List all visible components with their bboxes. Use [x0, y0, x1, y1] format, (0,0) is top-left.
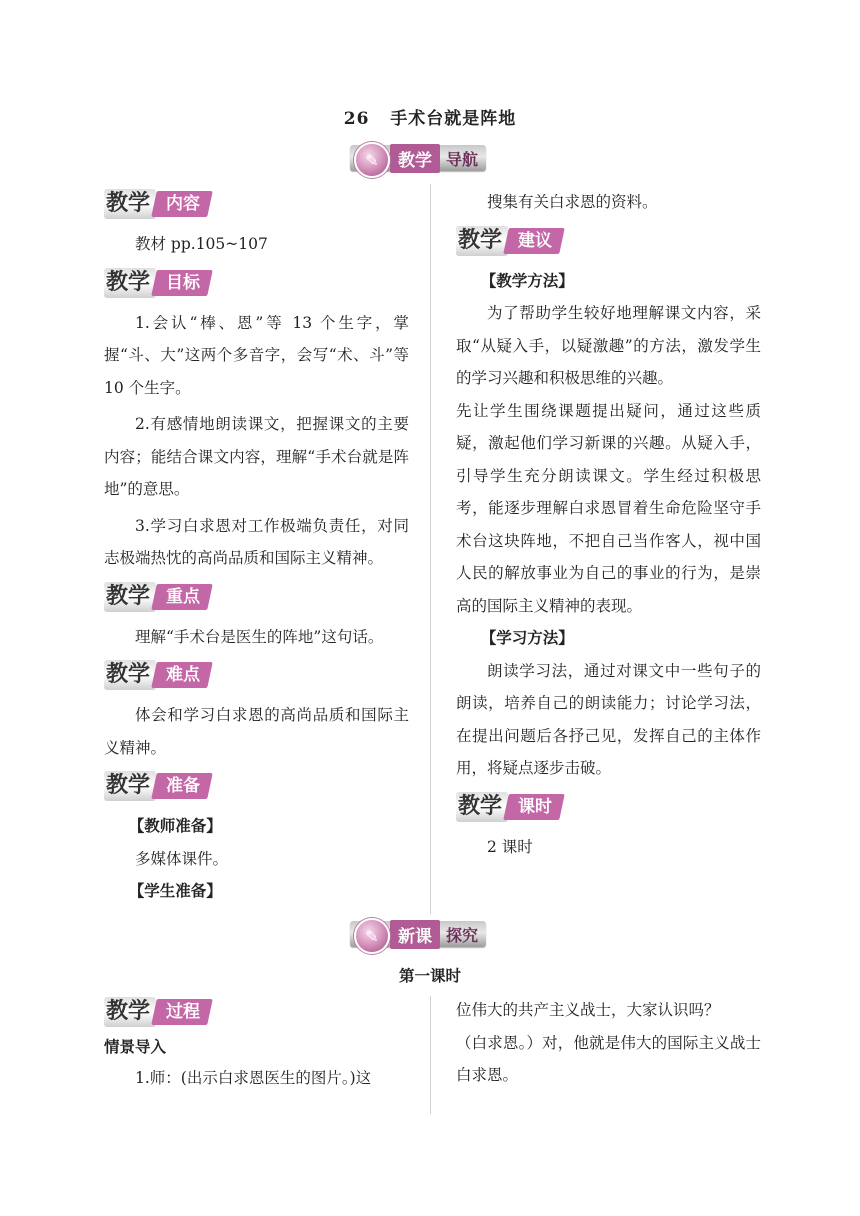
- header-tag: 课时: [503, 794, 565, 820]
- lesson-title-text: 手术台就是阵地: [390, 109, 517, 129]
- student-prep-text: 搜集有关白求恩的资料。: [487, 193, 658, 211]
- left-column-bottom: [104, 996, 409, 1095]
- lesson-number: 26: [343, 109, 370, 129]
- section-header-content: [104, 188, 409, 220]
- goal-item-2: 2.有感情地朗读课文，把握课文的主要内容；能结合课文内容，理解“手术台就是阵地”的意思。: [104, 415, 409, 498]
- section-header-process: [104, 996, 409, 1028]
- banner-word2: 探究: [446, 925, 479, 945]
- chapter-title: 第一课时: [398, 966, 461, 985]
- column-divider-bottom: [430, 996, 431, 1114]
- header-teaching: 教学: [104, 268, 156, 298]
- study-label: 【学习方法】: [480, 628, 574, 647]
- continued-text: 位伟大的共产主义战士，大家认识吗？: [456, 1001, 720, 1019]
- section-header-suggest: [456, 225, 761, 257]
- section-header-difficulty: [104, 659, 409, 691]
- header-tag: 重点: [151, 584, 213, 610]
- left-column: [104, 182, 409, 908]
- banner-word1: 教学: [390, 144, 440, 173]
- difficulty-text: 体会和学习白求恩的高尚品质和国际主义精神。: [104, 706, 409, 757]
- pen-icon: ✎: [354, 918, 390, 954]
- header-teaching: 教学: [104, 189, 156, 219]
- answer-text: （白求恩。）对，他就是伟大的国际主义战士白求恩。: [456, 1033, 761, 1084]
- header-teaching: 教学: [456, 226, 508, 256]
- section-header-hours: [456, 791, 761, 823]
- section-header-goals: [104, 267, 409, 299]
- right-column-bottom: [456, 994, 761, 1092]
- header-tag: 难点: [151, 662, 213, 688]
- header-teaching: 教学: [104, 771, 156, 801]
- banner-badge: [350, 921, 486, 947]
- study-text: 朗读学习法，通过对课文中一些句子的朗读，培养自己的朗读能力；讨论学习法，在提出问题后各抒己见，发挥自己的主体作用，将疑点逐步击破。: [456, 661, 761, 777]
- header-tag: 内容: [151, 191, 213, 217]
- header-teaching: 教学: [104, 997, 156, 1027]
- header-teaching: 教学: [104, 660, 156, 690]
- section-header-prep: [104, 770, 409, 802]
- banner-word1: 新课: [390, 920, 440, 949]
- section-header-keypoint: [104, 581, 409, 613]
- teacher-prep-text: 多媒体课件。: [135, 849, 229, 868]
- keypoint-text: 理解“手术台是医生的阵地”这句话。: [135, 627, 384, 646]
- header-teaching: 教学: [104, 582, 156, 612]
- right-column: [456, 186, 761, 863]
- column-divider-top: [430, 184, 431, 914]
- banner-teaching-nav: [350, 144, 512, 172]
- teacher-prep-label: 【教师准备】: [128, 816, 222, 835]
- method-text-continued: 先让学生围绕课题提出疑问，通过这些质疑，激起他们学习新课的兴趣。从疑入手，引导学生充分朗读课文。学生经过积极思考，能逐步理解白求恩冒着生命危险坚守手术台这块阵地，不把自己当作客人，视中国人民的解放事业为自己的事业的行为，是崇高的国际主义精神的表现。: [456, 401, 761, 615]
- header-tag: 建议: [503, 228, 565, 254]
- header-tag: 准备: [151, 773, 213, 799]
- content-text: 教材 pp.105~107: [135, 235, 268, 253]
- banner-badge: [350, 145, 486, 171]
- header-tag: 过程: [151, 999, 213, 1025]
- intro-text: 1.师：(出示白求恩医生的图片。)这: [135, 1069, 372, 1087]
- method-label: 【教学方法】: [480, 270, 574, 290]
- lesson-title: [0, 104, 860, 129]
- method-text: 为了帮助学生较好地理解课文内容，采取“从疑入手，以疑激趣”的方法，激发学生的学习兴趣和积极思维的兴趣。: [456, 304, 761, 387]
- goal-item-1: 1.会认“棒、恩”等 13 个生字，掌握“斗、大”这两个多音字，会写“术、斗”等 10 个生字。: [104, 313, 409, 397]
- banner-new-lesson: [350, 920, 512, 948]
- student-prep-label: 【学生准备】: [128, 881, 222, 900]
- pen-icon: ✎: [354, 142, 390, 178]
- goal-item-3: 3.学习白求恩对工作极端负责任，对同志极端热忱的高尚品质和国际主义精神。: [104, 516, 409, 567]
- header-teaching: 教学: [456, 792, 508, 822]
- hours-text: 2 课时: [487, 837, 533, 856]
- intro-heading: 情景导入: [104, 1037, 167, 1056]
- banner-word2: 导航: [446, 149, 479, 169]
- header-tag: 目标: [151, 270, 213, 296]
